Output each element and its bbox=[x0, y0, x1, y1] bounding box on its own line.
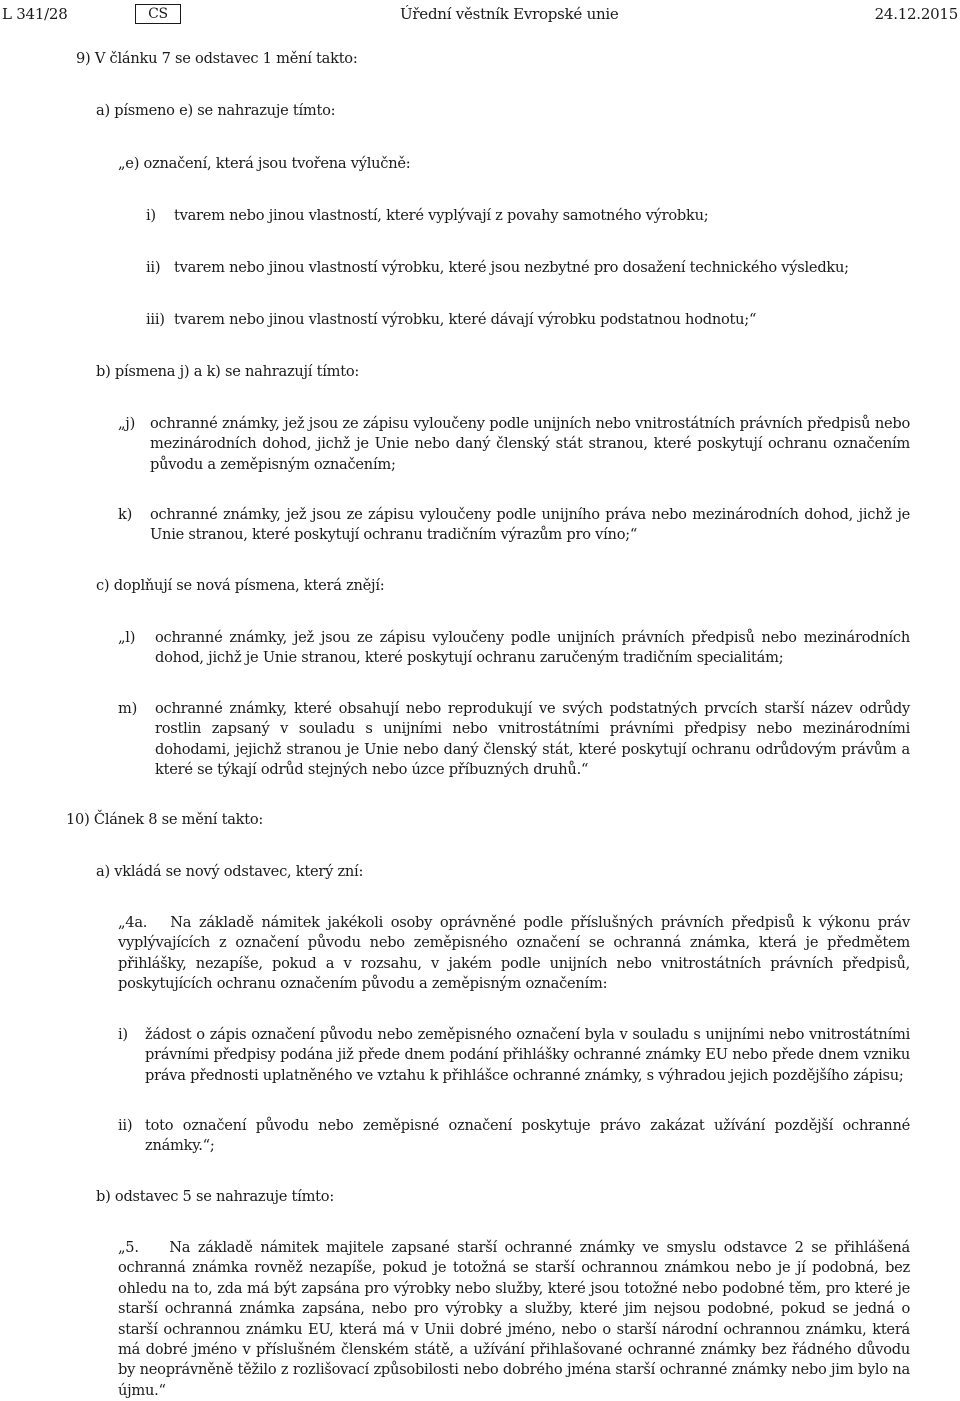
item-9-c-intro: c) doplňují se nová písmena, která znějí: bbox=[96, 577, 385, 594]
point-e-i-text: tvarem nebo jinou vlastností, které vyplývají z povahy samotného výrobku; bbox=[174, 207, 709, 224]
paragraph-4a-i-label: i) bbox=[118, 1026, 128, 1043]
point-e-ii-label: ii) bbox=[146, 259, 161, 276]
point-m-text: ochranné známky, které obsahují nebo reprodukují ve svých podstatných prvcích starší název odrůdy rostlin zapsaný v souladu s unijními nebo vnitrostátními právními předpisy nebo mezinárodními dohodami, jejichž stranou je Unie nebo daný členský stát, které poskytují ochranu odrůdovým právům a které se týkají odrůd stejných nebo úzce příbuzných druhů.“ bbox=[155, 700, 910, 779]
issue-date: 24.12.2015 bbox=[874, 5, 958, 23]
paragraph-4a-text: „4a. Na základě námitek jakékoli osoby oprávněné podle příslušných právních předpisů k výkonu práv vyplývajících z označení původu nebo zeměpisného označení se ochranná známka, která je předmětem přihlášky, nezapíše, pokud a v rozsahu, v jakém podle unijních nebo vnitrostátních právních předpisů, poskytujících ochranu označením původu a zeměpisným označením: bbox=[118, 914, 910, 993]
point-k-label: k) bbox=[118, 506, 133, 523]
item-9-intro: 9) V článku 7 se odstavec 1 mění takto: bbox=[76, 50, 358, 67]
point-e-ii-text: tvarem nebo jinou vlastností výrobku, které jsou nezbytné pro dosažení technického výsledku; bbox=[174, 259, 849, 276]
paragraph-4a-i-text: žádost o zápis označení původu nebo zeměpisného označení byla v souladu s unijními nebo vnitrostátními právními předpisy podána již přede dnem podání přihlášky ochranné známky EU nebo přede dnem vzniku práva přednosti uplatněného ve vztahu k přihlášce ochranné známky, s výhradou jejich pozdějšího zápisu; bbox=[145, 1026, 910, 1084]
item-10-intro: 10) Článek 8 se mění takto: bbox=[66, 811, 264, 828]
page-header bbox=[0, 2, 960, 26]
point-m-label: m) bbox=[118, 700, 138, 717]
point-j-label: „j) bbox=[118, 415, 136, 432]
item-10-b-intro: b) odstavec 5 se nahrazuje tímto: bbox=[96, 1188, 334, 1205]
paragraph-4a-ii-text: toto označení původu nebo zeměpisné označení poskytuje právo zakázat užívání pozdější ochranné známky.“; bbox=[145, 1117, 910, 1155]
item-9-a-intro: a) písmeno e) se nahrazuje tímto: bbox=[96, 102, 336, 119]
point-l-text: ochranné známky, jež jsou ze zápisu vyloučeny podle unijních právních předpisů nebo mezinárodních dohod, jichž je Unie stranou, které poskytují ochranu zaručeným tradičním specialitám; bbox=[155, 629, 910, 667]
point-k-text: ochranné známky, jež jsou ze zápisu vyloučeny podle unijního práva nebo mezinárodních dohod, jichž je Unie stranou, které poskytují ochranu tradičním výrazům pro víno;“ bbox=[150, 506, 910, 544]
point-e-iii-text: tvarem nebo jinou vlastností výrobku, které dávají výrobku podstatnou hodnotu;“ bbox=[174, 311, 757, 328]
paragraph-5-text: „5. Na základě námitek majitele zapsané starší ochranné známky ve smyslu odstavce 2 se přihlášená ochranná známka rovněž nezapíše, pokud je totožná se starší ochrannou známkou nebo je jí podobná, bez ohledu na to, zda má být zapsána pro výrobky nebo služby, které jsou totožné nebo podobné těm, pro které je starší ochranná známka zapsána, nebo pro výrobky a služby, které jim nejsou podobné, pokud se jedná o starší ochrannou známku EU, která má v Unii dobré jméno, nebo o starší národní ochrannou známku, která má dobré jméno v příslušném členském státě, a užívání přihlašované ochranné známky bez řádného důvodu by neoprávněně těžilo z rozlišovací způsobilosti nebo dobrého jména starší ochranné známky nebo jim bylo na újmu.“ bbox=[118, 1239, 910, 1399]
paragraph-4a-ii-label: ii) bbox=[118, 1117, 133, 1134]
page-reference: L 341/28 bbox=[2, 5, 68, 23]
point-l-label: „l) bbox=[118, 629, 136, 646]
point-e-i-label: i) bbox=[146, 207, 156, 224]
point-e-intro: „e) označení, která jsou tvořena výlučně: bbox=[118, 155, 411, 172]
item-10-a-intro: a) vkládá se nový odstavec, který zní: bbox=[96, 863, 364, 880]
point-e-iii-label: iii) bbox=[146, 311, 165, 328]
point-j-text: ochranné známky, jež jsou ze zápisu vyloučeny podle unijních nebo vnitrostátních právních předpisů nebo mezinárodních dohod, jichž je Unie nebo daný členský stát stranou, které poskytují ochranu označením původu a zeměpisným označením; bbox=[150, 415, 910, 473]
journal-title: Úřední věstník Evropské unie bbox=[400, 5, 619, 23]
item-9-b-intro: b) písmena j) a k) se nahrazují tímto: bbox=[96, 363, 360, 380]
language-badge: CS bbox=[135, 4, 181, 24]
